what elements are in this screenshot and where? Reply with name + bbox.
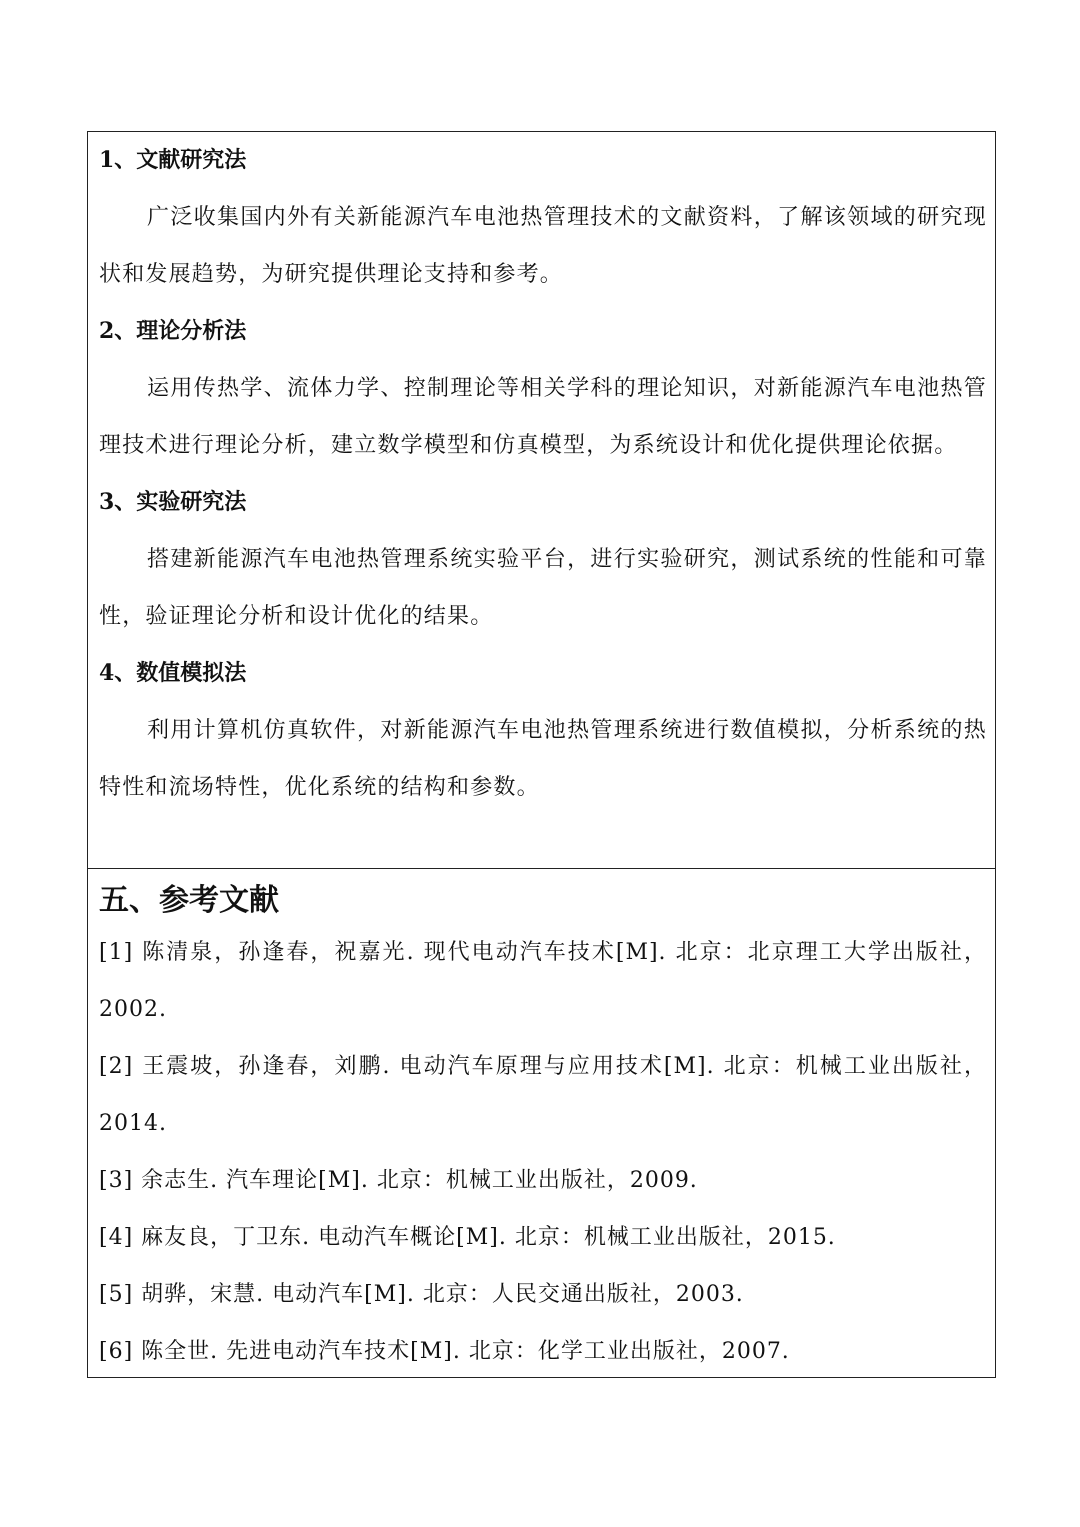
reference-item: [2] 王震坡，孙逢春，刘鹏. 电动汽车原理与应用技术[M]. 北京：机械工业出版社，2014. [99, 1054, 987, 1136]
method-body-theory: 运用传热学、流体力学、控制理论等相关学科的理论知识，对新能源汽车电池热管理技术进行理论分析，建立数学模型和仿真模型，为系统设计和优化提供理论依据。 [99, 376, 987, 458]
method-heading-experiment: 3、实验研究法 [99, 489, 247, 515]
method-heading-theory: 2、理论分析法 [99, 318, 247, 344]
reference-item: [4] 麻友良，丁卫东. 电动汽车概论[M]. 北京：机械工业出版社，2015. [99, 1225, 836, 1250]
method-body-experiment: 搭建新能源汽车电池热管理系统实验平台，进行实验研究，测试系统的性能和可靠性，验证理论分析和设计优化的结果。 [99, 547, 987, 629]
references-title: 五、参考文献 [99, 883, 279, 918]
reference-item: [5] 胡骅，宋慧. 电动汽车[M]. 北京：人民交通出版社，2003. [99, 1282, 744, 1307]
references-list [99, 924, 987, 1380]
method-heading-simulation: 4、数值模拟法 [99, 660, 247, 686]
reference-item: [1] 陈清泉，孙逢春，祝嘉光. 现代电动汽车技术[M]. 北京：北京理工大学出版社，2002. [99, 940, 987, 1022]
method-body-literature: 广泛收集国内外有关新能源汽车电池热管理技术的文献资料，了解该领域的研究现状和发展趋势，为研究提供理论支持和参考。 [99, 205, 987, 287]
reference-item: [6] 陈全世. 先进电动汽车技术[M]. 北京：化学工业出版社，2007. [99, 1339, 790, 1364]
research-methods-section [99, 132, 987, 816]
method-body-simulation: 利用计算机仿真软件，对新能源汽车电池热管理系统进行数值模拟，分析系统的热特性和流场特性，优化系统的结构和参数。 [99, 718, 987, 800]
method-heading-literature: 1、文献研究法 [99, 147, 247, 173]
section-divider [88, 868, 995, 869]
reference-item: [3] 余志生. 汽车理论[M]. 北京：机械工业出版社，2009. [99, 1168, 698, 1193]
document-table [87, 131, 996, 1378]
